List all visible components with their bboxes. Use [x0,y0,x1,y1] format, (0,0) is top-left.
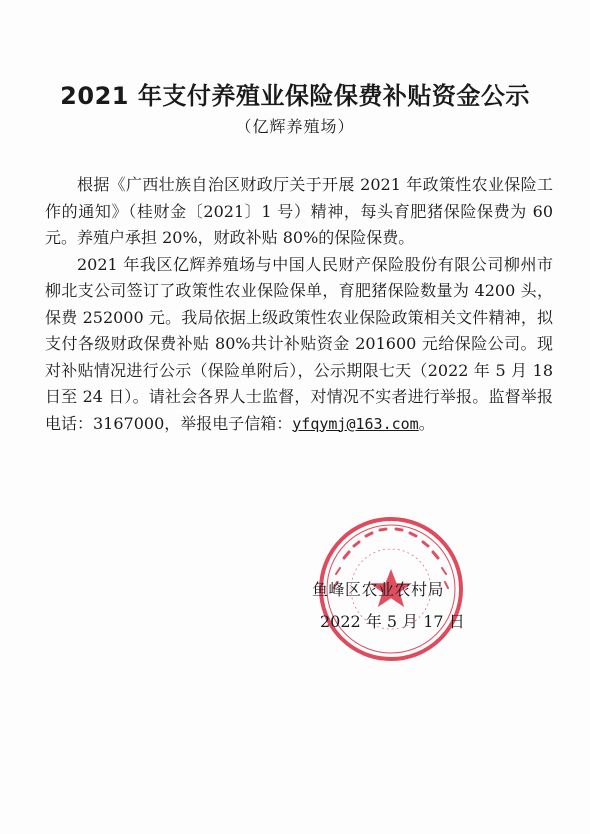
paragraph-2-text: 2021 年我区亿辉养殖场与中国人民财产保险股份有限公司柳州市柳北支公司签订了政策性农业保险保单，育肥猪保险数量为 4200 头，保费 252000 元。我局依据上级政策性农业保险政策相关文件精神，拟支付各级财政保费补贴 80%共计补贴资金 201600 元给保险公司。现对补贴情况进行公示（保险单附后），公示期限七天（2022 年 5 月 18 日至 24 日）。请社会各界人士监督，对情况不实者进行举报。监督举报电话：3167000，举报电子信箱： [45,254,553,433]
paragraph-1: 根据《广西壮族自治区财政厅关于开展 2021 年政策性农业保险工作的通知》（桂财金〔2021〕1 号）精神，每头育肥猪保险保费为 60 元。养殖户承担 20%，财政补贴 80%的保险保费。 [45,175,553,247]
paragraph-2 [45,252,553,438]
paragraph-2-end: 。 [418,413,435,433]
document-subtitle: （亿辉养殖场） [235,117,355,136]
issue-date: 2022 年 5 月 17 日 [320,612,465,631]
email-link[interactable]: yfqymj@163.com [292,414,419,433]
document-body [45,172,553,437]
document-title: 2021 年支付养殖业保险保费补贴资金公示 [60,82,530,110]
issuer-signature: 鱼峰区农业农村局 [312,580,445,599]
